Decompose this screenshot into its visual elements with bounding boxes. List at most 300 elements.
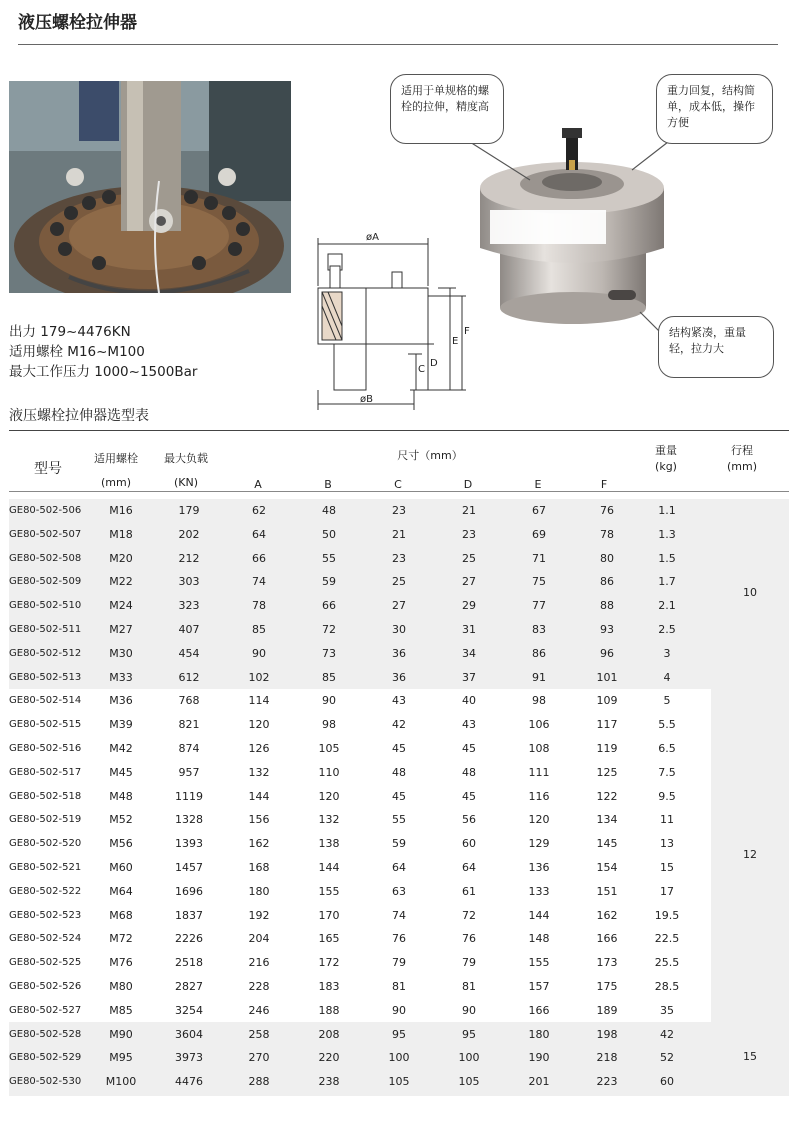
- cell-weight: 17: [660, 884, 674, 898]
- cell-f: 96: [600, 646, 614, 660]
- table-row: [9, 618, 711, 642]
- cell-bolt: M95: [109, 1051, 133, 1065]
- cell-f: 93: [600, 622, 614, 636]
- cell-model: GE80-502-522: [9, 885, 82, 897]
- cell-c: 63: [392, 884, 406, 898]
- cell-weight: 3: [663, 646, 671, 660]
- cell-load: 303: [178, 575, 200, 589]
- cell-load: 2518: [175, 956, 203, 970]
- header-bolt-unit: (mm): [100, 476, 131, 489]
- label-d: D: [430, 358, 438, 369]
- cell-f: 88: [600, 599, 614, 613]
- cell-e: 201: [528, 1075, 550, 1089]
- cell-d: 72: [462, 908, 476, 922]
- cell-bolt: M68: [109, 908, 133, 922]
- cell-load: 874: [178, 741, 200, 755]
- cell-bolt: M85: [109, 1003, 133, 1017]
- cell-a: 228: [248, 979, 270, 993]
- label-phi-a: øA: [366, 232, 379, 243]
- cell-bolt: M90: [109, 1027, 133, 1041]
- cell-a: 288: [248, 1075, 270, 1089]
- cell-model: GE80-502-526: [9, 980, 82, 992]
- cell-a: 126: [248, 741, 270, 755]
- table-row: [9, 808, 711, 832]
- cell-bolt: M64: [109, 884, 133, 898]
- cell-c: 36: [392, 670, 406, 684]
- cell-a: 270: [248, 1051, 270, 1065]
- cell-e: 77: [532, 599, 546, 613]
- cell-d: 48: [462, 765, 476, 779]
- cell-b: 220: [318, 1051, 340, 1065]
- cell-b: 132: [318, 813, 340, 827]
- cell-d: 81: [462, 979, 476, 993]
- cell-bolt: M42: [109, 741, 133, 755]
- cell-c: 48: [392, 765, 406, 779]
- cell-weight: 2.1: [658, 599, 676, 613]
- cell-load: 821: [178, 718, 200, 732]
- table-row: [9, 951, 711, 975]
- cell-f: 76: [600, 504, 614, 517]
- cell-f: 125: [596, 765, 618, 779]
- label-c: C: [418, 364, 425, 375]
- cell-e: 190: [528, 1051, 550, 1065]
- table-row: [9, 666, 711, 690]
- cell-f: 218: [596, 1051, 618, 1065]
- cell-load: 1119: [175, 789, 203, 803]
- cell-d: 40: [462, 694, 476, 708]
- cell-c: 79: [392, 956, 406, 970]
- cell-f: 134: [596, 813, 618, 827]
- cell-c: 100: [388, 1051, 410, 1065]
- cell-weight: 1.7: [658, 575, 676, 589]
- cell-bolt: M27: [109, 622, 133, 636]
- cell-weight: 25.5: [654, 956, 680, 970]
- cell-load: 1457: [175, 860, 203, 874]
- cell-b: 208: [318, 1027, 340, 1041]
- cell-a: 204: [248, 932, 270, 946]
- cell-f: 189: [596, 1003, 618, 1017]
- cell-model: GE80-502-511: [9, 623, 82, 635]
- cell-weight: 42: [660, 1027, 674, 1041]
- cell-f: 145: [596, 837, 618, 851]
- cell-a: 132: [248, 765, 270, 779]
- spec-bolt-range: 适用螺栓 M16~M100: [9, 344, 145, 360]
- cell-c: 59: [392, 837, 406, 851]
- cell-e: 71: [532, 551, 546, 565]
- cell-bolt: M33: [109, 670, 133, 684]
- table-header-rule: [9, 491, 789, 492]
- cell-e: 91: [532, 670, 546, 684]
- cell-e: 129: [528, 837, 550, 851]
- cell-model: GE80-502-525: [9, 957, 82, 969]
- cell-d: 61: [462, 884, 476, 898]
- cell-model: GE80-502-507: [9, 528, 82, 540]
- cell-bolt: M100: [105, 1075, 137, 1089]
- cell-load: 179: [178, 504, 200, 517]
- table-row: [9, 832, 711, 856]
- cell-a: 120: [248, 718, 270, 732]
- cell-b: 90: [322, 694, 336, 708]
- table-title: 液压螺栓拉伸器选型表: [9, 408, 149, 424]
- cell-c: 23: [392, 504, 406, 517]
- cell-e: 180: [528, 1027, 550, 1041]
- cell-bolt: M76: [109, 956, 133, 970]
- cell-c: 45: [392, 789, 406, 803]
- cell-load: 2827: [175, 979, 203, 993]
- cell-f: 80: [600, 551, 614, 565]
- table-body: [9, 499, 711, 1094]
- cell-c: 43: [392, 694, 406, 708]
- cell-bolt: M80: [109, 979, 133, 993]
- cell-model: GE80-502-530: [9, 1076, 82, 1088]
- table-row: [9, 856, 711, 880]
- page-title: 液压螺栓拉伸器: [18, 13, 137, 33]
- cell-d: 21: [462, 504, 476, 517]
- cell-load: 202: [178, 527, 200, 541]
- cell-b: 85: [322, 670, 336, 684]
- cell-e: 148: [528, 932, 550, 946]
- table-row: [9, 904, 711, 928]
- callout-compact: 结构紧凑，重量轻，拉力大: [658, 316, 774, 378]
- cell-c: 36: [392, 646, 406, 660]
- cell-d: 25: [462, 551, 476, 565]
- cell-load: 957: [178, 765, 200, 779]
- title-divider: [18, 44, 778, 45]
- cell-d: 37: [462, 670, 476, 684]
- cell-e: 108: [528, 741, 550, 755]
- cell-a: 74: [252, 575, 266, 589]
- cell-load: 3973: [175, 1051, 203, 1065]
- cell-weight: 6.5: [658, 741, 676, 755]
- cell-load: 1328: [175, 813, 203, 827]
- cell-a: 144: [248, 789, 270, 803]
- cell-c: 55: [392, 813, 406, 827]
- cell-weight: 9.5: [658, 789, 676, 803]
- cell-b: 55: [322, 551, 336, 565]
- header-stroke: 行程: [731, 444, 753, 457]
- cell-bolt: M18: [109, 527, 133, 541]
- cell-model: GE80-502-529: [9, 1052, 82, 1064]
- cell-d: 31: [462, 622, 476, 636]
- cell-load: 407: [178, 622, 200, 636]
- spec-output: 出力 179~4476KN: [9, 324, 131, 340]
- cell-a: 85: [252, 622, 266, 636]
- table-row: [9, 1023, 711, 1047]
- cell-e: 98: [532, 694, 546, 708]
- cell-d: 105: [458, 1075, 480, 1089]
- cell-model: GE80-502-513: [9, 671, 82, 683]
- table-row: [9, 927, 711, 951]
- cell-c: 25: [392, 575, 406, 589]
- table-row: [9, 523, 711, 547]
- cell-weight: 19.5: [654, 908, 680, 922]
- cell-model: GE80-502-527: [9, 1004, 82, 1016]
- cell-weight: 7.5: [658, 765, 676, 779]
- stroke-value: 10: [743, 586, 757, 600]
- cell-load: 212: [178, 551, 200, 565]
- cell-e: 133: [528, 884, 550, 898]
- cell-d: 23: [462, 527, 476, 541]
- cell-bolt: M72: [109, 932, 133, 946]
- cell-f: 101: [596, 670, 618, 684]
- product-image: [476, 118, 668, 340]
- cell-weight: 22.5: [654, 932, 680, 946]
- table-row: [9, 1070, 711, 1094]
- table-row: [9, 880, 711, 904]
- cell-b: 183: [318, 979, 340, 993]
- cell-f: 198: [596, 1027, 618, 1041]
- table-row: [9, 499, 711, 523]
- cell-weight: 5.5: [658, 718, 676, 732]
- cell-b: 59: [322, 575, 336, 589]
- cell-load: 768: [178, 694, 200, 708]
- callout-precision: 适用于单规格的螺栓的拉伸，精度高: [390, 74, 504, 144]
- cell-e: 166: [528, 1003, 550, 1017]
- cell-f: 175: [596, 979, 618, 993]
- cell-c: 74: [392, 908, 406, 922]
- cell-bolt: M56: [109, 837, 133, 851]
- cell-d: 29: [462, 599, 476, 613]
- cell-bolt: M48: [109, 789, 133, 803]
- cell-model: GE80-502-524: [9, 933, 82, 945]
- cell-f: 162: [596, 908, 618, 922]
- cell-a: 62: [252, 504, 266, 517]
- cell-a: 78: [252, 599, 266, 613]
- cell-d: 64: [462, 860, 476, 874]
- cell-c: 21: [392, 527, 406, 541]
- cell-a: 114: [248, 694, 270, 708]
- table-row: [9, 713, 711, 737]
- header-load-unit: (KN): [173, 476, 199, 489]
- cell-bolt: M20: [109, 551, 133, 565]
- cell-a: 168: [248, 860, 270, 874]
- cell-load: 4476: [175, 1075, 203, 1089]
- cell-c: 30: [392, 622, 406, 636]
- cell-b: 110: [318, 765, 340, 779]
- cell-load: 1393: [175, 837, 203, 851]
- cell-d: 100: [458, 1051, 480, 1065]
- cell-d: 43: [462, 718, 476, 732]
- cell-d: 56: [462, 813, 476, 827]
- table-row: [9, 975, 711, 999]
- cell-model: GE80-502-516: [9, 742, 82, 754]
- cell-model: GE80-502-521: [9, 861, 82, 873]
- cell-e: 157: [528, 979, 550, 993]
- table-top-rule: [9, 430, 789, 431]
- cell-e: 111: [528, 765, 550, 779]
- cell-bolt: M36: [109, 694, 133, 708]
- cell-model: GE80-502-509: [9, 576, 82, 588]
- cell-f: 117: [596, 718, 618, 732]
- cell-f: 122: [596, 789, 618, 803]
- cell-bolt: M60: [109, 860, 133, 874]
- cell-e: 136: [528, 860, 550, 874]
- cell-d: 34: [462, 646, 476, 660]
- cell-bolt: M16: [109, 504, 133, 517]
- header-bolt: 适用螺栓: [94, 452, 138, 465]
- header-f: F: [600, 478, 608, 491]
- cell-d: 60: [462, 837, 476, 851]
- cell-bolt: M45: [109, 765, 133, 779]
- table-row: [9, 785, 711, 809]
- cell-f: 78: [600, 527, 614, 541]
- cell-b: 170: [318, 908, 340, 922]
- cell-weight: 28.5: [654, 979, 680, 993]
- cell-c: 64: [392, 860, 406, 874]
- cell-weight: 52: [660, 1051, 674, 1065]
- cell-model: GE80-502-518: [9, 790, 82, 802]
- cell-f: 109: [596, 694, 618, 708]
- cell-e: 86: [532, 646, 546, 660]
- cell-weight: 15: [660, 860, 674, 874]
- cell-bolt: M52: [109, 813, 133, 827]
- cell-c: 81: [392, 979, 406, 993]
- header-size: 尺寸（mm）: [397, 449, 463, 462]
- cell-a: 162: [248, 837, 270, 851]
- cell-a: 156: [248, 813, 270, 827]
- cell-a: 64: [252, 527, 266, 541]
- header-e: E: [534, 478, 542, 491]
- cell-load: 3254: [175, 1003, 203, 1017]
- cell-a: 102: [248, 670, 270, 684]
- cell-model: GE80-502-508: [9, 552, 82, 564]
- cell-weight: 13: [660, 837, 674, 851]
- cell-load: 1696: [175, 884, 203, 898]
- cell-e: 67: [532, 504, 546, 517]
- header-a: A: [254, 478, 262, 491]
- cell-load: 1837: [175, 908, 203, 922]
- cell-bolt: M39: [109, 718, 133, 732]
- header-model: 型号: [34, 461, 62, 477]
- cell-weight: 4: [663, 670, 671, 684]
- cell-e: 155: [528, 956, 550, 970]
- table-row: [9, 689, 711, 713]
- cell-e: 116: [528, 789, 550, 803]
- cell-model: GE80-502-515: [9, 719, 82, 731]
- cell-b: 188: [318, 1003, 340, 1017]
- table-row: [9, 761, 711, 785]
- cell-d: 27: [462, 575, 476, 589]
- cell-bolt: M30: [109, 646, 133, 660]
- header-stroke-unit: (mm): [726, 460, 757, 473]
- table-row: [9, 570, 711, 594]
- cell-d: 79: [462, 956, 476, 970]
- cell-b: 155: [318, 884, 340, 898]
- cell-model: GE80-502-520: [9, 838, 82, 850]
- cell-model: GE80-502-514: [9, 695, 82, 707]
- cell-e: 75: [532, 575, 546, 589]
- cell-b: 165: [318, 932, 340, 946]
- cell-c: 27: [392, 599, 406, 613]
- cell-c: 90: [392, 1003, 406, 1017]
- cell-weight: 1.3: [658, 527, 676, 541]
- header-load: 最大负载: [164, 452, 208, 465]
- cell-weight: 11: [660, 813, 674, 827]
- cell-load: 3604: [175, 1027, 203, 1041]
- section-drawing: [310, 226, 482, 412]
- cell-f: 223: [596, 1075, 618, 1089]
- cell-model: GE80-502-519: [9, 814, 82, 826]
- cell-b: 73: [322, 646, 336, 660]
- cell-f: 86: [600, 575, 614, 589]
- cell-e: 83: [532, 622, 546, 636]
- header-weight-unit: (kg): [655, 460, 677, 473]
- cell-model: GE80-502-528: [9, 1028, 82, 1040]
- cell-a: 258: [248, 1027, 270, 1041]
- spec-max-pressure: 最大工作压力 1000~1500Bar: [9, 364, 198, 380]
- cell-c: 42: [392, 718, 406, 732]
- cell-f: 166: [596, 932, 618, 946]
- cell-load: 323: [178, 599, 200, 613]
- cell-c: 105: [388, 1075, 410, 1089]
- header-c: C: [394, 478, 402, 491]
- cell-weight: 1.1: [658, 504, 676, 517]
- header-weight: 重量: [655, 444, 677, 457]
- cell-a: 246: [248, 1003, 270, 1017]
- cell-bolt: M22: [109, 575, 133, 589]
- cell-d: 45: [462, 789, 476, 803]
- cell-load: 612: [178, 670, 200, 684]
- table-row: [9, 1046, 711, 1070]
- cell-e: 106: [528, 718, 550, 732]
- label-e: E: [452, 336, 459, 347]
- cell-model: GE80-502-512: [9, 647, 82, 659]
- cell-a: 90: [252, 646, 266, 660]
- application-photo: [9, 81, 291, 293]
- cell-load: 2226: [175, 932, 203, 946]
- cell-weight: 1.5: [658, 551, 676, 565]
- cell-c: 23: [392, 551, 406, 565]
- table-row: [9, 547, 711, 571]
- stroke-value: 15: [743, 1050, 757, 1064]
- cell-b: 138: [318, 837, 340, 851]
- cell-model: GE80-502-523: [9, 909, 82, 921]
- cell-weight: 60: [660, 1075, 674, 1089]
- cell-bolt: M24: [109, 599, 133, 613]
- cell-f: 173: [596, 956, 618, 970]
- cell-b: 144: [318, 860, 340, 874]
- cell-load: 454: [178, 646, 200, 660]
- table-row: [9, 594, 711, 618]
- cell-model: GE80-502-517: [9, 766, 82, 778]
- table-row: [9, 737, 711, 761]
- table-row: [9, 999, 711, 1023]
- cell-b: 105: [318, 741, 340, 755]
- cell-b: 172: [318, 956, 340, 970]
- cell-model: GE80-502-506: [9, 505, 82, 516]
- cell-c: 45: [392, 741, 406, 755]
- cell-f: 151: [596, 884, 618, 898]
- label-f: F: [464, 326, 470, 337]
- cell-d: 90: [462, 1003, 476, 1017]
- cell-b: 66: [322, 599, 336, 613]
- table-row: [9, 642, 711, 666]
- cell-weight: 2.5: [658, 622, 676, 636]
- cell-f: 154: [596, 860, 618, 874]
- cell-a: 216: [248, 956, 270, 970]
- cell-e: 120: [528, 813, 550, 827]
- cell-model: GE80-502-510: [9, 600, 82, 612]
- cell-a: 66: [252, 551, 266, 565]
- cell-e: 144: [528, 908, 550, 922]
- cell-b: 48: [322, 504, 336, 517]
- cell-weight: 5: [663, 694, 671, 708]
- stroke-value: 12: [743, 848, 757, 861]
- cell-b: 50: [322, 527, 336, 541]
- cell-e: 69: [532, 527, 546, 541]
- callout-simple-structure: 重力回复，结构简单，成本低，操作方便: [656, 74, 773, 144]
- cell-f: 119: [596, 741, 618, 755]
